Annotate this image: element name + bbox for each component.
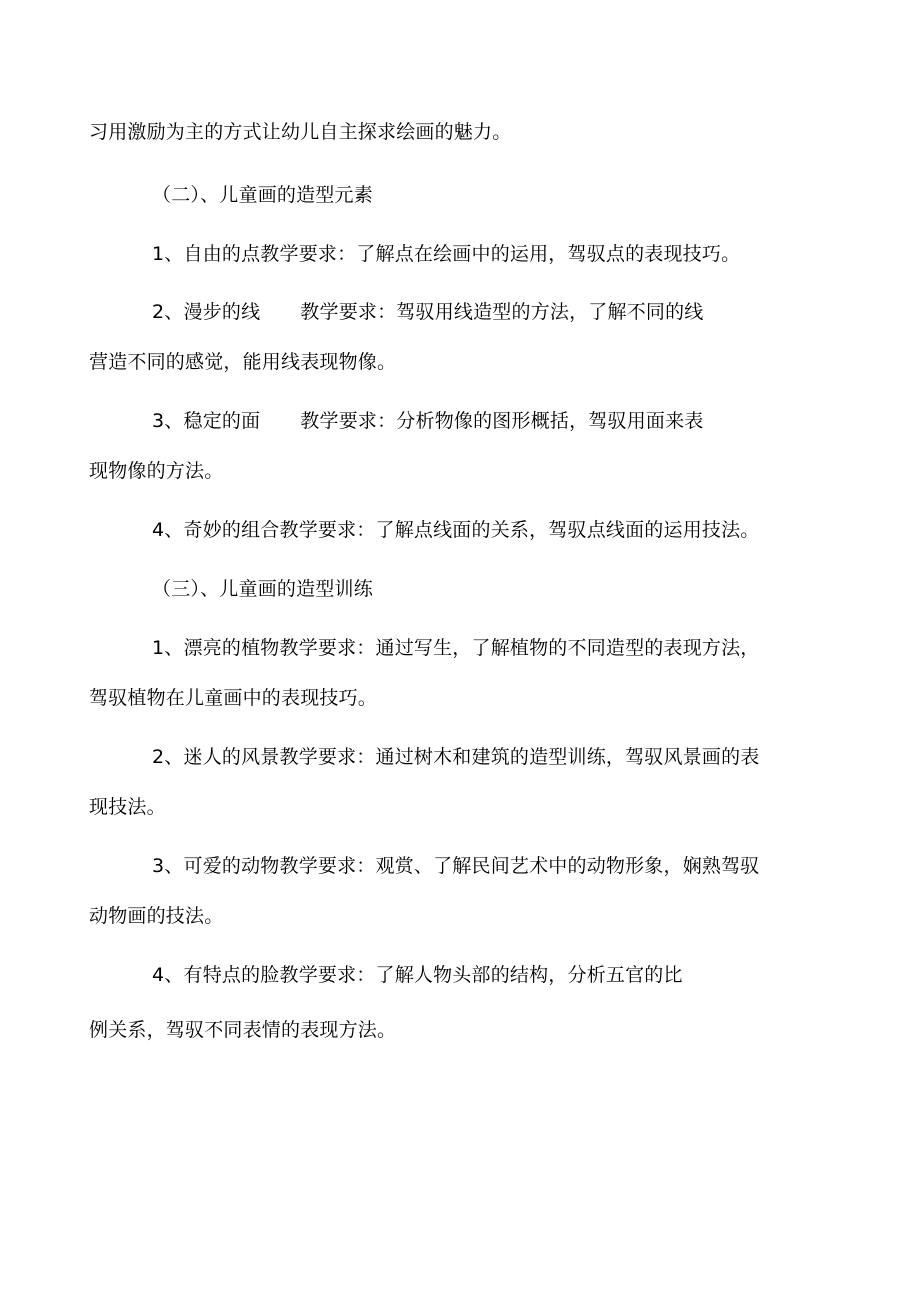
intro-line: 习用激励为主的方式让幼儿自主探求绘画的魅力。 (89, 121, 512, 143)
section-3-item-4: 4、有特点的脸教学要求：了解人物头部的结构，分析五官的比 (152, 964, 683, 986)
section-2-item-2-title: 2、漫步的线 (152, 301, 261, 323)
section-2-item-1: 1、自由的点教学要求：了解点在绘画中的运用，驾驭点的表现技巧。 (152, 243, 741, 265)
section-3-item-1-continuation: 驾驭植物在儿童画中的表现技巧。 (89, 687, 378, 709)
section-2-item-3-continuation: 现物像的方法。 (89, 460, 224, 482)
section-3-item-2-continuation: 现技法。 (89, 796, 166, 818)
section-3-heading: （三）、儿童画的造型训练 (152, 578, 373, 600)
section-3-item-3-continuation: 动物画的技法。 (89, 905, 224, 927)
section-2-item-3-text: 教学要求：分析物像的图形概括，驾驭用面来表 (300, 410, 704, 432)
section-2-item-2 (152, 300, 704, 324)
section-2-item-2-text: 教学要求：驾驭用线造型的方法，了解不同的线 (300, 301, 704, 323)
section-2-item-2-continuation: 营造不同的感觉，能用线表现物像。 (89, 351, 397, 373)
section-2-item-3-title: 3、稳定的面 (152, 410, 261, 432)
section-3-item-4-continuation: 例关系，驾驭不同表情的表现方法。 (89, 1019, 397, 1041)
section-3-item-3: 3、可爱的动物教学要求：观赏、了解民间艺术中的动物形象，娴熟驾驭 (152, 855, 760, 877)
section-3-item-2: 2、迷人的风景教学要求：通过树木和建筑的造型训练，驾驭风景画的表 (152, 746, 760, 768)
section-2-item-4: 4、奇妙的组合教学要求：了解点线面的关系，驾驭点线面的运用技法。 (152, 519, 760, 541)
section-2-heading: （二）、儿童画的造型元素 (152, 184, 373, 206)
section-2-item-3 (152, 409, 704, 433)
section-3-item-1: 1、漂亮的植物教学要求：通过写生，了解植物的不同造型的表现方法， (152, 637, 760, 659)
